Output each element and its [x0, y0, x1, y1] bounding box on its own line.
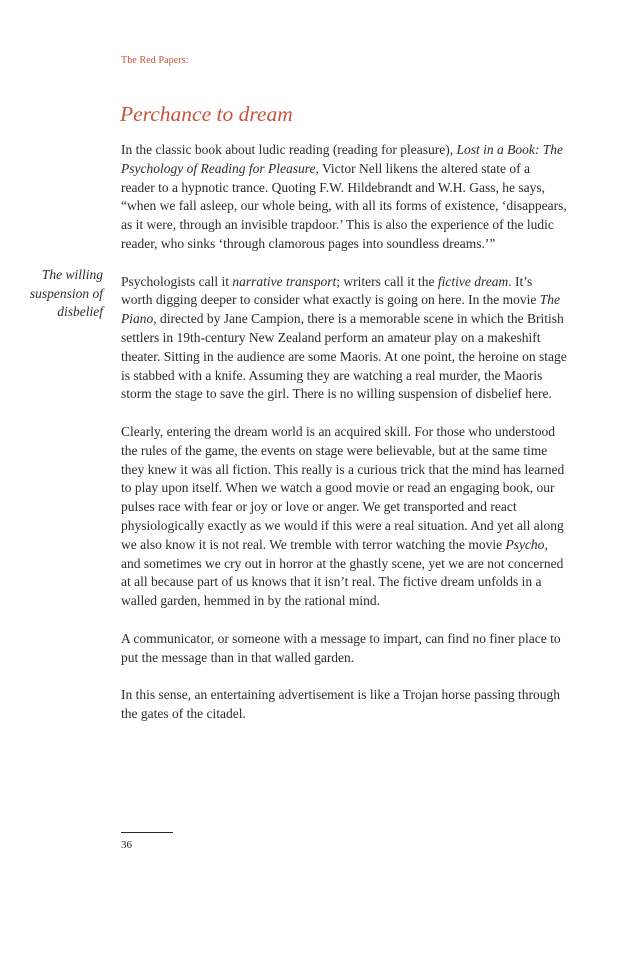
- margin-note-line: The willing: [41, 267, 103, 282]
- page-number: 36: [121, 839, 132, 851]
- paragraph-3: [121, 423, 567, 611]
- paragraph-text: , directed by Jane Campion, there is a memorable scene in which the British settlers in 19th-century New Zealand perform an amateur play on a makeshift theater. Sitting in the audience are some Maoris. At one point, the heroine on stage is stabbed with a knife. Assuming they are watching a real murder, the Maoris storm the stage to save the girl. There is no willing suspension of disbelief here.: [121, 311, 567, 402]
- article-body: [121, 141, 567, 743]
- movie-title: The Piano: [121, 292, 561, 327]
- paragraph-text: Clearly, entering the dream world is an acquired skill. For those who understood the rules of the game, the events on stage were believable, but at the same time they knew it was all fiction. This really is a curious trick that the mind has learned to play upon itself. When we watch a good movie or read an engaging book, our pulses race with fear or joy or love or anger. We get transported and react physiologically exactly as we would if this were a real situation. And yet all along we also know it is not real. We tremble with terror watching the movie: [121, 423, 565, 552]
- margin-note-line: suspension of: [29, 285, 103, 301]
- paragraph-text: Psychologists call it: [121, 273, 233, 289]
- book-title: Lost in a Book: The Psychology of Reading for Pleasure: [121, 142, 564, 176]
- running-head: The Red Papers:: [121, 55, 189, 66]
- movie-title: Psycho: [505, 536, 545, 552]
- paragraph-text: , and sometimes we cry out in horror at the ghastly scene, yet we are not concerned at all because part of us knows that it isn’t real. The fictive dream unfolds in a walled garden, hemmed in by the rational mind.: [121, 536, 564, 609]
- paragraph-4: A communicator, or someone with a message to impart, can find no finer place to put the message than in that walled garden.: [121, 630, 561, 665]
- paragraph-text: In the classic book about ludic reading (reading for pleasure),: [121, 142, 457, 157]
- article-title: Perchance to dream: [120, 102, 293, 126]
- paragraph-text: . It’s worth digging deeper to consider what exactly is going on here. In the movie: [121, 273, 540, 308]
- paragraph-1: [121, 141, 567, 254]
- paragraph-text: , Victor Nell likens the altered state of a reader to a hypnotic trance. Quoting F.W. Hildebrandt and W.H. Gass, he says, “when we fall asleep, our whole being, with all its forms of existence, ‘disappears, as it were, through an invisible trapdoor.’ This is also the experience of the ludic reader, who sinks ‘through clamorous pages into soundless dreams.’”: [121, 160, 567, 251]
- paragraph-text: ; writers call it the: [336, 273, 438, 289]
- paragraph-2: [121, 273, 567, 405]
- margin-note-line: disbelief: [57, 304, 103, 319]
- margin-note: [20, 266, 103, 322]
- emphasis-term: narrative transport: [232, 273, 337, 289]
- footer-rule: [121, 832, 173, 833]
- paragraph-5: In this sense, an entertaining advertisement is like a Trojan horse passing through the gates of the citadel.: [121, 687, 561, 721]
- emphasis-term: fictive dream: [437, 273, 509, 289]
